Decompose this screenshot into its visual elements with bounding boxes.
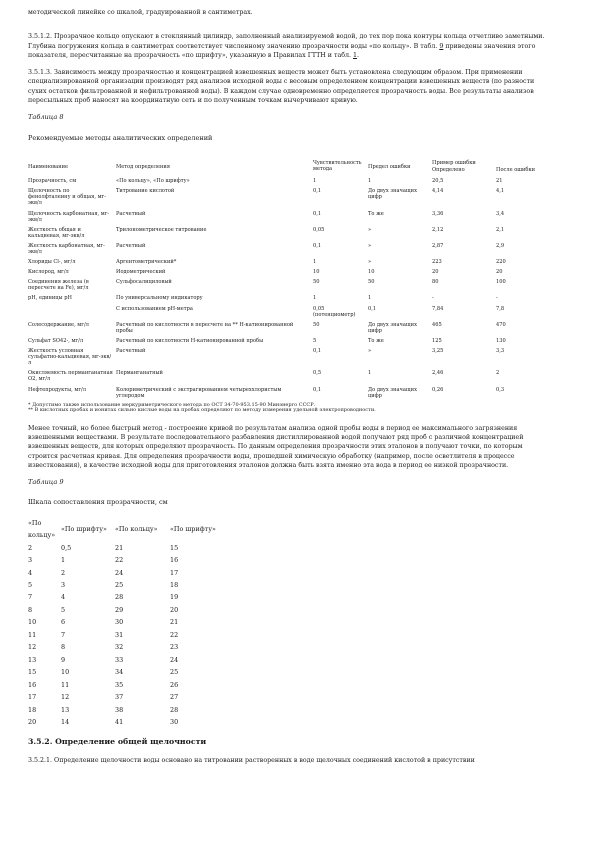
cell-defined: 4,14	[432, 188, 444, 195]
cell-font: 9	[61, 655, 66, 664]
cell-font: 8	[61, 643, 66, 652]
paragraph-3-5-1-2	[28, 32, 553, 60]
cell-font: 1	[61, 556, 66, 565]
cell-ring: 4	[28, 568, 33, 577]
cell-defined: 2,87	[432, 242, 444, 249]
cell-font: 5	[61, 605, 66, 614]
cell-limit: 1	[368, 178, 372, 185]
cell-ring: 15	[28, 668, 37, 677]
cell-ring: 41	[115, 718, 124, 727]
cell-name: Щелочность карбонатная, мг-экв/л	[28, 210, 110, 223]
cell-after: 2	[496, 370, 500, 377]
cell-font: 22	[170, 630, 179, 639]
cell-font: 11	[61, 680, 70, 689]
cell-font: 15	[170, 543, 179, 552]
cell-sens: 1	[313, 295, 317, 302]
table-8-title: Рекомендуемые методы аналитических определений	[28, 133, 213, 142]
table-row	[28, 616, 228, 628]
cell-method: Перманганатный	[116, 370, 163, 377]
cell-font: 0,5	[61, 543, 72, 552]
cell-font: 24	[170, 655, 179, 664]
cell-font: 6	[61, 618, 66, 627]
cell-defined: 125	[432, 337, 442, 344]
table-8-footnote-1: * Допустимо также использование меркуриметрического метода по ОСТ 34-70-953.15-90 Минэнерго СССР.	[28, 401, 316, 408]
cell-sens: 0,5	[313, 370, 322, 377]
section-heading-3-5-2: 3.5.2. Определение общей щелочности	[28, 737, 207, 747]
cell-ring: 32	[115, 643, 124, 652]
cell-after: 20	[496, 269, 503, 276]
cell-font: 14	[61, 718, 70, 727]
intro-line: методической линейке со шкалой, градуированной в сантиметрах.	[28, 9, 253, 16]
table-9-title: Шкала сопоставления прозрачности, см	[28, 498, 168, 507]
cell-name: Кислород, мг/л	[28, 269, 69, 276]
table-row	[28, 704, 228, 716]
cell-ring: 34	[115, 668, 124, 677]
cell-limit: »	[368, 348, 372, 355]
cell-name: Жесткость условная сульфатно-кальциевая, мг-экв/л	[28, 348, 112, 367]
table-row	[28, 269, 553, 279]
cell-method: С использованием pH-метра	[116, 305, 193, 312]
cell-font: 12	[61, 693, 70, 702]
cell-font: 17	[170, 568, 179, 577]
cell-method: Расчетный по кислотности в пересчете на ** Н-катионированной пробы	[116, 321, 294, 334]
cell-font: 25	[170, 668, 179, 677]
table-row	[28, 348, 553, 370]
cell-ring: 37	[115, 693, 124, 702]
cell-after: 4,1	[496, 188, 505, 195]
table-1-link[interactable]: 1	[353, 51, 358, 59]
cell-limit: 1	[368, 370, 372, 377]
cell-name: Нефтепродукты, мг/л	[28, 386, 87, 393]
cell-name: Жесткость общая и кальциевая, мг-экв/л	[28, 226, 85, 239]
header-defined: Определено	[432, 167, 465, 174]
cell-method: Сульфосалициловый	[116, 279, 172, 286]
cell-defined: 3,36	[432, 210, 444, 217]
cell-sens: 5	[313, 337, 317, 344]
cell-after: 3,4	[496, 210, 505, 217]
cell-font: 7	[61, 630, 66, 639]
paragraph-text: .	[357, 51, 360, 59]
cell-ring: 3	[28, 556, 33, 565]
document-page	[28, 8, 553, 766]
cell-method: Расчетный	[116, 210, 146, 217]
cell-ring: 29	[115, 605, 124, 614]
cell-font: 2	[61, 568, 66, 577]
table-row	[28, 188, 553, 210]
cell-sens: 1	[313, 178, 317, 185]
cell-name: Солесодержание, мг/л	[28, 321, 89, 328]
cell-limit: До двух значащих цифр	[368, 321, 417, 334]
table-row	[28, 295, 553, 305]
cell-method: «По кольцу», «По шрифту»	[116, 178, 190, 185]
cell-limit: То же	[368, 210, 384, 217]
header-sensitivity: Чувствительность метода	[313, 159, 362, 173]
table-row	[28, 243, 553, 259]
cell-sens: 0,1	[313, 210, 322, 217]
cell-limit: То же	[368, 337, 384, 344]
cell-after: 21	[496, 178, 503, 185]
cell-ring: 2	[28, 543, 33, 552]
cell-ring: 17	[28, 693, 37, 702]
cell-ring: 20	[28, 718, 37, 727]
table-row	[28, 591, 228, 603]
cell-font: 19	[170, 593, 179, 602]
cell-ring: 13	[28, 655, 37, 664]
transparency-scale-table	[28, 517, 228, 729]
paragraph-text: приведены значения этого показателя, пересчитанные на прозрачность «по шрифту», указанную в Правилах ГТТН и табл.	[28, 42, 536, 59]
cell-ring: 25	[115, 581, 124, 590]
table-row	[28, 604, 228, 616]
cell-defined: 80	[432, 279, 439, 286]
cell-method: Расчетный по кислотности Н-катионированной пробы	[116, 337, 264, 344]
cell-name: Окисляемость перманганатная O2, мг/л	[28, 370, 113, 383]
cell-defined: 3,25	[432, 348, 444, 355]
cell-name: Щелочность по фенолфталеину и общая, мг-экв/л	[28, 188, 106, 207]
cell-sens: 0,1	[313, 242, 322, 249]
cell-sens: 0,05	[313, 226, 325, 233]
cell-after: 2,9	[496, 242, 505, 249]
cell-sens: 0,05 (потенциометр)	[313, 305, 356, 318]
cell-sens: 10	[313, 269, 320, 276]
header-ring-2: «По кольцу»	[115, 524, 158, 533]
cell-method: Иодометрический	[116, 269, 166, 276]
cell-sens: 0,1	[313, 386, 322, 393]
cell-ring: 7	[28, 593, 33, 602]
table-row	[28, 666, 228, 678]
cell-after: 220	[496, 259, 506, 266]
header-after: После ошибки	[496, 167, 536, 174]
cell-ring: 11	[28, 630, 37, 639]
cell-method: По универсальному индикатору	[116, 295, 203, 302]
table-row	[28, 654, 228, 666]
cell-method: Колориметрический с экстрагированием четыреххлористым углеродом	[116, 386, 282, 399]
cell-sens: 50	[313, 279, 320, 286]
header-name: Наименование	[28, 163, 69, 170]
table-row	[28, 641, 228, 653]
table-8-caption: Таблица 8	[28, 113, 64, 122]
table-row	[28, 338, 553, 348]
cell-after: 130	[496, 337, 506, 344]
table-9-caption: Таблица 9	[28, 478, 64, 487]
cell-ring: 22	[115, 556, 124, 565]
cell-defined: 0,26	[432, 386, 444, 393]
cell-limit: »	[368, 259, 372, 266]
cell-ring: 24	[115, 568, 124, 577]
paragraph-3-5-1-3: 3.5.1.3. Зависимость между прозрачностью и концентрацией взвешенных веществ может быть установлена следующим образом. При применении специализированной организации производят ряд анализов исходной воды с весовым определением концентрации взвешенных веществ (по разности сухих остатков фильтрованной и нефильтрованной воды). В каждом случае одновременно определяется прозрачность воды. Все результаты анализов пересыльных проб наносят на координатную сеть и по полученным точкам вычерчивают кривую.	[28, 69, 535, 105]
table-row	[28, 279, 553, 295]
cell-font: 18	[170, 581, 179, 590]
table-row	[28, 579, 228, 591]
cell-ring: 5	[28, 581, 33, 590]
cell-limit: 1	[368, 295, 372, 302]
table-row	[28, 554, 228, 566]
cell-ring: 30	[115, 618, 124, 627]
cell-limit: 50	[368, 279, 375, 286]
cell-after: -	[496, 295, 498, 302]
cell-ring: 12	[28, 643, 37, 652]
cell-name	[28, 306, 116, 322]
cell-font: 28	[170, 705, 179, 714]
table-row	[28, 227, 553, 243]
cell-limit: »	[368, 242, 372, 249]
table-row	[28, 691, 228, 703]
cell-defined: 2,46	[432, 370, 444, 377]
paragraph-text: 3.5.1.2. Прозрачное кольцо опускают в стеклянный цилиндр, заполненный анализируемой водой, до тех пор пока контуры кольца отчетливо заметными. Глубина погружения кольца в сантиметрах соответствует численному значению прозрачности воды «по кольцу». В табл.	[28, 33, 545, 50]
cell-ring: 18	[28, 705, 37, 714]
cell-limit: 10	[368, 269, 375, 276]
cell-limit: »	[368, 226, 372, 233]
table-row	[28, 387, 553, 403]
cell-method: Расчетный	[116, 242, 146, 249]
cell-defined: -	[432, 295, 434, 302]
cell-defined: 7,84	[432, 305, 444, 312]
table-row	[28, 370, 553, 386]
table-row	[28, 322, 553, 338]
cell-limit: 0,1	[368, 305, 377, 312]
cell-ring: 38	[115, 705, 124, 714]
cell-after: 0,3	[496, 386, 505, 393]
cell-limit: До двух значащих цифр	[368, 386, 417, 399]
cell-font: 27	[170, 693, 179, 702]
cell-font: 10	[61, 668, 70, 677]
cell-after: 100	[496, 279, 506, 286]
cell-ring: 21	[115, 543, 124, 552]
cell-font: 3	[61, 581, 66, 590]
cell-font: 23	[170, 643, 179, 652]
cell-ring: 31	[115, 630, 124, 639]
table-row	[28, 629, 228, 641]
cell-sens: 0,1	[313, 348, 322, 355]
cell-ring: 8	[28, 605, 33, 614]
cell-ring: 10	[28, 618, 37, 627]
paragraph-less-accurate-method: Менее точный, но более быстрый метод - построение кривой по результатам анализа одной пробы воды в период ее максимального загрязнения взвешенными веществами. В результате последовательного разбавления дистиллированной водой получают ряд проб с различной концентрацией взвешенных веществ, для которых определяют прозрачность. По данным определения прозрачности этих эталонов в получают точки, по которым строится расчетная кривая. Для определения прозрачности воды, прошедшей химическую обработку (например, после осветлителя в процессе известкования), в качестве исходной воды для приготовления эталонов должна быть взята именно эта вода в период ее низкой прозрачности.	[28, 424, 524, 469]
header-example: Пример ошибки	[432, 159, 476, 166]
table-row	[28, 679, 228, 691]
cell-font: 4	[61, 593, 66, 602]
table-row	[28, 211, 553, 227]
cell-ring: 35	[115, 680, 124, 689]
analysis-methods-table	[28, 160, 553, 403]
table-row	[28, 259, 553, 269]
header-font-1: «По шрифту»	[61, 524, 107, 533]
cell-defined: 465	[432, 321, 442, 328]
cell-name: pH, единицы pH	[28, 295, 72, 302]
cell-font: 26	[170, 680, 179, 689]
cell-method: Аргентометрический*	[116, 259, 177, 266]
cell-sens: 0,1	[313, 188, 322, 195]
table-row	[28, 306, 553, 322]
cell-ring: 16	[28, 680, 37, 689]
cell-font: 13	[61, 705, 70, 714]
cell-after: 3,3	[496, 348, 505, 355]
cell-after: 470	[496, 321, 506, 328]
cell-name: Хлориды Cl-, мг/л	[28, 259, 76, 266]
cell-name: Жесткость карбонатная, мг-экв/л	[28, 242, 105, 255]
cell-defined: 223	[432, 259, 442, 266]
table-row	[28, 567, 228, 579]
table-row	[28, 542, 228, 554]
header-limit: Предел ошибки	[368, 163, 411, 170]
cell-ring: 28	[115, 593, 124, 602]
cell-name: Прозрачность, см	[28, 178, 77, 185]
cell-after: 7,8	[496, 305, 505, 312]
cell-font: 20	[170, 605, 179, 614]
cell-font: 30	[170, 718, 179, 727]
cell-ring: 33	[115, 655, 124, 664]
cell-defined: 20,5	[432, 178, 444, 185]
cell-font: 21	[170, 618, 179, 627]
cell-after: 2,1	[496, 226, 505, 233]
cell-name: Соединения железа (в пересчете на Fe), мг/л	[28, 279, 89, 292]
header-method: Метод определения	[116, 163, 171, 170]
table-row	[28, 716, 228, 728]
header-font-2: «По шрифту»	[170, 524, 216, 533]
cell-method: Титрование кислотой	[116, 188, 175, 195]
cell-method: Трилонометрическое титрование	[116, 226, 207, 233]
cell-defined: 2,12	[432, 226, 444, 233]
cell-limit: До двух значащих цифр	[368, 188, 417, 201]
table-8-footnote-2: ** В кислотных пробах и ионитах сильно кислые воды на пробах определяют по методу измерения удельной электропроводности.	[28, 407, 376, 414]
cell-sens: 1	[313, 259, 317, 266]
table-row	[28, 178, 553, 188]
header-ring-1: «По кольцу»	[28, 518, 56, 540]
paragraph-3-5-2-1: 3.5.2.1. Определение щелочности воды основано на титровании растворенных в воде щелочных соединений кислотой в присутствии	[28, 757, 475, 765]
cell-sens: 50	[313, 321, 320, 328]
cell-name: Сульфат SO42-, мг/л	[28, 337, 84, 344]
cell-defined: 20	[432, 269, 439, 276]
cell-method: Расчетный	[116, 348, 146, 355]
cell-font: 16	[170, 556, 179, 565]
table-9-link[interactable]: 9	[439, 42, 444, 50]
